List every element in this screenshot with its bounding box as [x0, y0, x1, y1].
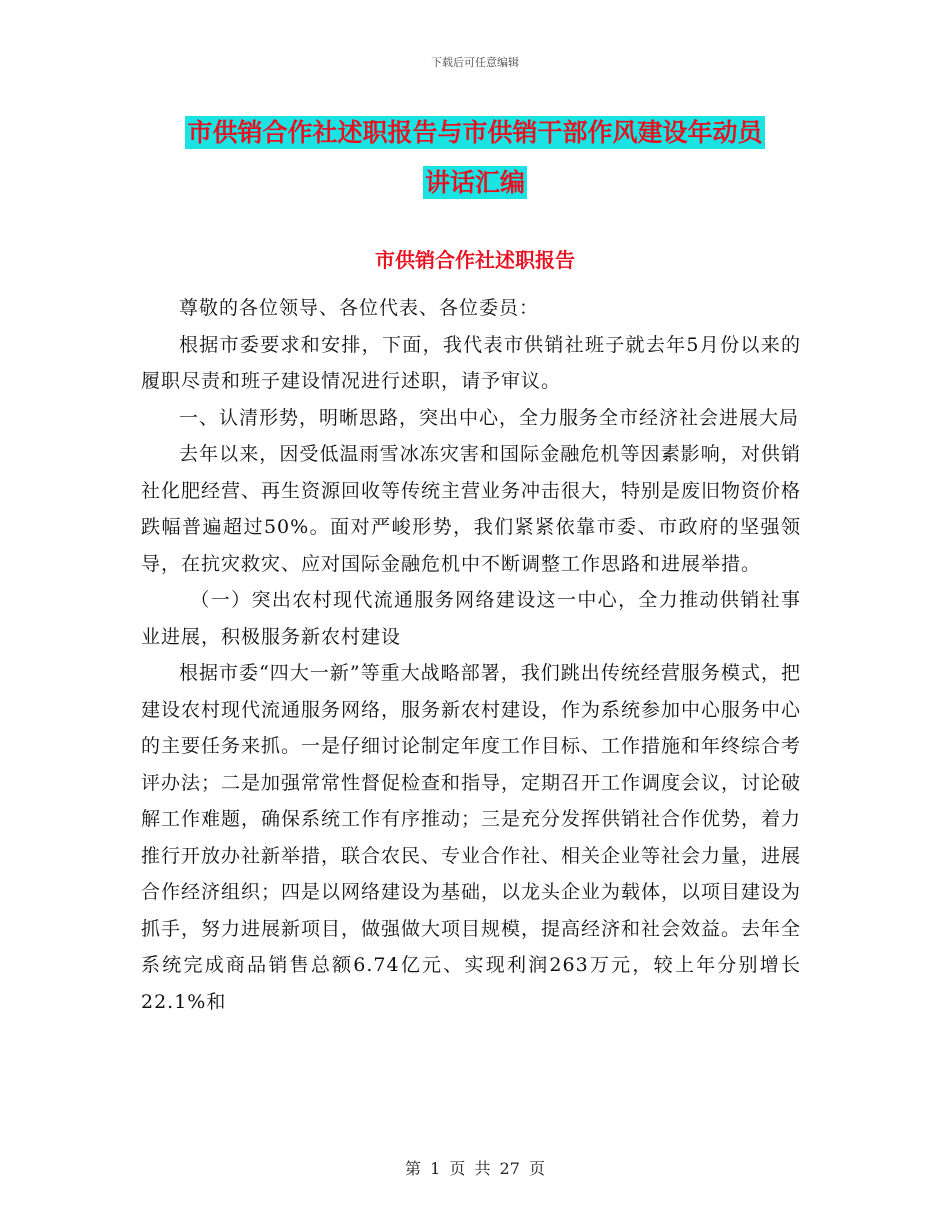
- document-body: [141, 290, 801, 1020]
- document-title: [0, 108, 950, 208]
- page-header-note: 下载后可任意编辑: [431, 56, 519, 69]
- paragraph-heading-1: 一、认清形势，明晰思路，突出中心，全力服务全市经济社会进展大局: [179, 406, 800, 429]
- document-title-line-2: 讲话汇编: [424, 168, 525, 197]
- document-title-line-1: 市供销合作社述职报告与市供销干部作风建设年动员: [187, 118, 763, 147]
- paragraph-intro: 根据市委要求和安排，下面，我代表市供销社班子就去年5月份以来的履职尽责和班子建设情况进行述职，请予审议。: [141, 333, 801, 392]
- paragraph-salutation: 尊敬的各位领导、各位代表、各位委员：: [179, 297, 540, 319]
- page-number: 第 1 页 共 27 页: [405, 1159, 545, 1178]
- section-title: 市供销合作社述职报告: [375, 248, 575, 272]
- paragraph-subheading-1: （一）突出农村现代流通服务网络建设这一中心，全力推动供销社事业进展，积极服务新农村建设: [141, 589, 801, 648]
- paragraph-measures: 根据市委“四大一新”等重大战略部署，我们跳出传统经营服务模式，把建设农村现代流通服务网络，服务新农村建设，作为系统参加中心服务中心的主要任务来抓。一是仔细讨论制定年度工作目标、工作措施和年终综合考评办法；二是加强常常性督促检查和指导，定期召开工作调度会议，讨论破解工作难题，确保系统工作有序推动；三是充分发挥供销社合作优势，着力推行开放办社新举措，联合农民、专业合作社、相关企业等社会力量，进展合作经济组织；四是以网络建设为基础，以龙头企业为载体，以项目建设为抓手，努力进展新项目，做强做大项目规模，提高经济和社会效益。去年全系统完成商品销售总额6.74亿元、实现利润263万元，较上年分别增长22.1%和: [141, 662, 802, 1013]
- paragraph-context: 去年以来，因受低温雨雪冰冻灾害和国际金融危机等因素影响，对供销社化肥经营、再生资源回收等传统主营业务冲击很大，特别是废旧物资价格跌幅普遍超过50%。面对严峻形势，我们紧紧依靠市委、市政府的坚强领导，在抗灾救灾、应对国际金融危机中不断调整工作思路和进展举措。: [141, 443, 802, 575]
